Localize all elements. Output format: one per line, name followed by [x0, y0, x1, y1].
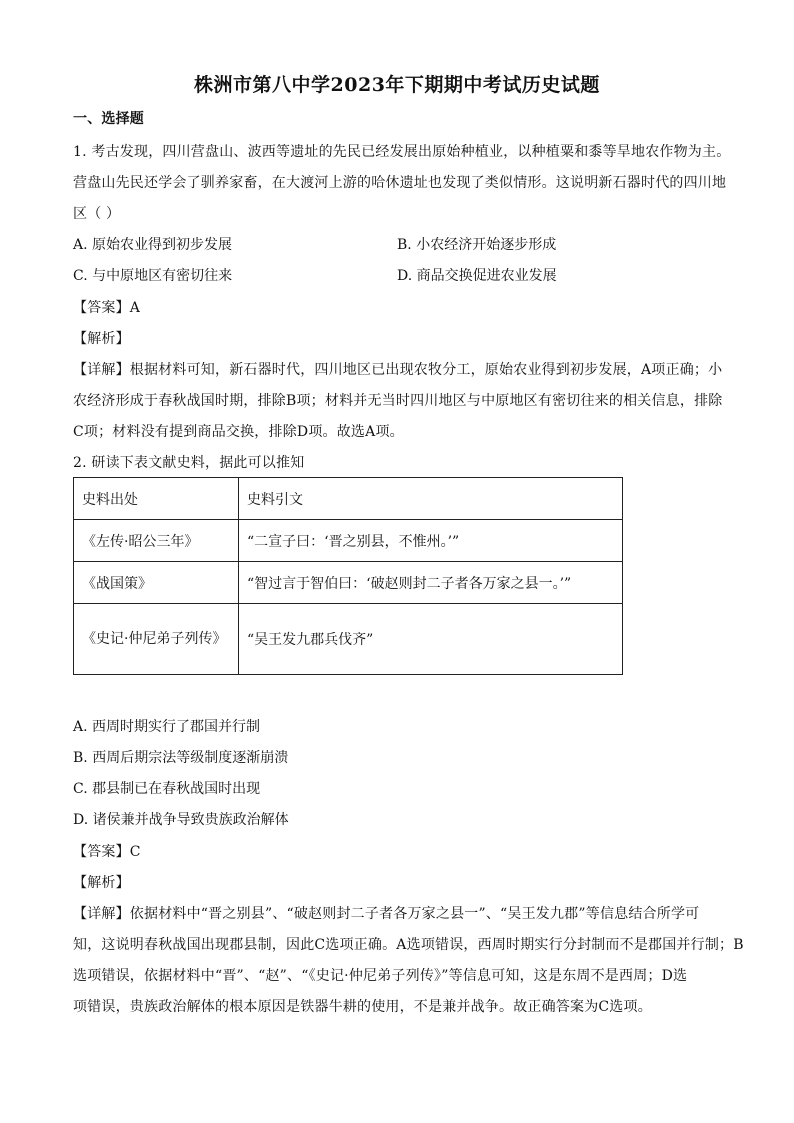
table-cell-source: 《战国策》	[74, 562, 239, 604]
table-cell-quote: “吴王发九郡兵伐齐”	[239, 604, 623, 675]
q2-detail-line-4: 项错误，贵族政治解体的根本原因是铁器牛耕的使用，不是兼并战争。故正确答案为C选项。	[73, 999, 652, 1015]
q2-stem: 2. 研读下表文献史料，据此可以推知	[73, 455, 305, 471]
table-row	[74, 520, 623, 562]
source-table	[73, 477, 623, 675]
q2-option-b: B. 西周后期宗法等级制度逐渐崩溃	[73, 750, 289, 766]
q2-option-c: C. 郡县制已在春秋战国时出现	[73, 781, 261, 797]
q1-stem-line-2: 营盘山先民还学会了驯养家畜，在大渡河上游的哈休遗址也发现了类似情形。这说明新石器时代的四川地	[73, 175, 727, 191]
table-cell-source: 《史记·仲尼弟子列传》	[74, 604, 239, 675]
q1-detail-line-2: 农经济形成于春秋战国时期，排除B项；材料并无当时四川地区与中原地区有密切往来的相关信息，排除	[73, 393, 723, 409]
q2-detail-line-2: 知，这说明春秋战国出现郡县制，因此C选项正确。A选项错误，西周时期实行分封制而不是郡国并行制；B	[73, 937, 744, 953]
q1-option-a: A. 原始农业得到初步发展	[73, 237, 233, 253]
table-cell-quote: “智过言于智伯曰：‘破赵则封二子者各万家之县一。’”	[239, 562, 623, 604]
table-header-source: 史料出处	[74, 478, 239, 520]
q2-option-a: A. 西周时期实行了郡国并行制	[73, 719, 261, 735]
q1-option-d: D. 商品交换促进农业发展	[397, 268, 557, 284]
q1-stem-line-1: 1. 考古发现，四川营盘山、波西等遗址的先民已经发展出原始种植业，以种植粟和黍等旱地农作物为主。	[73, 144, 731, 160]
q1-detail-line-1: 【详解】根据材料可知，新石器时代，四川地区已出现农牧分工，原始农业得到初步发展，A项正确；小	[73, 362, 723, 378]
q2-answer: 【答案】C	[73, 844, 141, 860]
q2-detail-line-1: 【详解】依据材料中“晋之别县”、“破赵则封二子者各万家之县一”、“吴王发九郡”等信息结合所学可	[73, 906, 700, 922]
q2-detail-line-3: 选项错误，依据材料中“晋”、“赵”、“《史记·仲尼弟子列传》”等信息可知，这是东周不是西周；D选	[73, 968, 688, 984]
table-cell-source: 《左传·昭公三年》	[74, 520, 239, 562]
table-cell-quote: “二宣子曰：‘晋之别县，不惟州。’”	[239, 520, 623, 562]
q1-analysis-label: 【解析】	[73, 331, 130, 347]
q1-detail-line-3: C项；材料没有提到商品交换，排除D项。故选A项。	[73, 424, 404, 440]
table-header-quote: 史料引文	[239, 478, 623, 520]
q1-option-b: B. 小农经济开始逐步形成	[397, 237, 557, 253]
q2-analysis-label: 【解析】	[73, 875, 130, 891]
table-row	[74, 562, 623, 604]
table-header-row	[74, 478, 623, 520]
section-heading: 一、选择题	[73, 111, 144, 127]
q1-stem-line-3: 区（ ）	[73, 206, 121, 222]
q1-option-c: C. 与中原地区有密切往来	[73, 268, 233, 284]
q2-option-d: D. 诸侯兼并战争导致贵族政治解体	[73, 812, 289, 828]
page-title: 株洲市第八中学2023年下期期中考试历史试题	[194, 74, 600, 96]
table-row	[74, 604, 623, 675]
q1-answer: 【答案】A	[73, 300, 141, 316]
